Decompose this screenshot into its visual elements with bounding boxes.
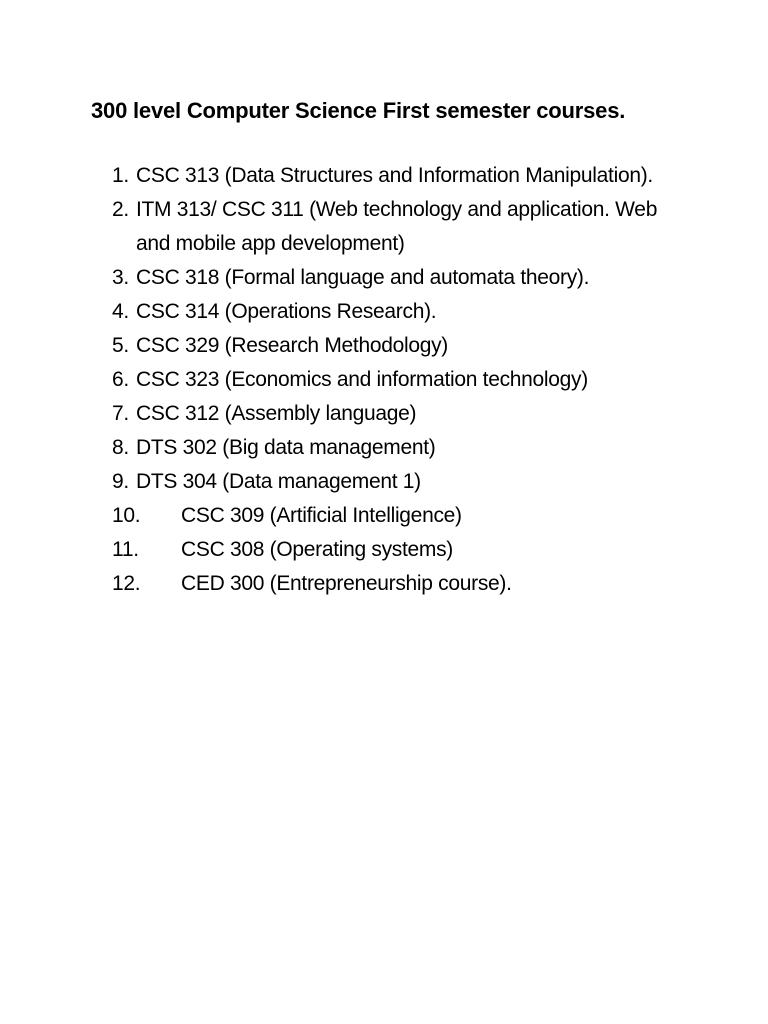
list-item-text: CSC 309 (Artificial Intelligence) xyxy=(181,504,462,527)
list-item-text: CSC 329 (Research Methodology) xyxy=(136,334,448,357)
list-item-text: ITM 313/ CSC 311 (Web technology and application. Web and mobile app development) xyxy=(136,198,658,255)
list-item xyxy=(112,295,712,329)
list-item xyxy=(112,533,712,567)
list-item-text: CSC 314 (Operations Research). xyxy=(136,300,437,323)
list-item-text: CSC 312 (Assembly language) xyxy=(136,402,417,425)
list-item xyxy=(112,465,712,499)
list-item xyxy=(112,329,712,363)
document-title: 300 level Computer Science First semester courses. xyxy=(91,98,626,123)
list-item-number: 3. xyxy=(112,266,129,289)
list-item-number: 8. xyxy=(112,436,129,459)
list-item-number: 6. xyxy=(112,368,129,391)
list-item-number: 2. xyxy=(112,198,129,221)
list-item-text: CSC 308 (Operating systems) xyxy=(181,538,453,561)
list-item-text: CSC 313 (Data Structures and Information Manipulation). xyxy=(136,164,653,187)
list-item-number: 4. xyxy=(112,300,129,323)
list-item-number: 12. xyxy=(112,572,141,595)
list-item xyxy=(112,397,712,431)
list-item xyxy=(112,193,712,261)
list-item-number: 5. xyxy=(112,334,129,357)
list-item-text: CSC 323 (Economics and information technology) xyxy=(136,368,588,391)
list-item-number: 7. xyxy=(112,402,129,425)
list-item xyxy=(112,499,712,533)
list-item-text: CSC 318 (Formal language and automata theory). xyxy=(136,266,590,289)
list-item-text: DTS 302 (Big data management) xyxy=(136,436,436,459)
list-item xyxy=(112,363,712,397)
list-item-number: 11. xyxy=(112,538,139,561)
list-item-number: 10. xyxy=(112,504,141,527)
list-item-text: DTS 304 (Data management 1) xyxy=(136,470,421,493)
list-item xyxy=(112,261,712,295)
list-item xyxy=(112,159,712,193)
list-item xyxy=(112,431,712,465)
list-item xyxy=(112,567,712,601)
list-item-text: CED 300 (Entrepreneurship course). xyxy=(181,572,512,595)
list-item-number: 1. xyxy=(112,164,129,187)
list-item-number: 9. xyxy=(112,470,129,493)
course-list xyxy=(112,159,712,601)
